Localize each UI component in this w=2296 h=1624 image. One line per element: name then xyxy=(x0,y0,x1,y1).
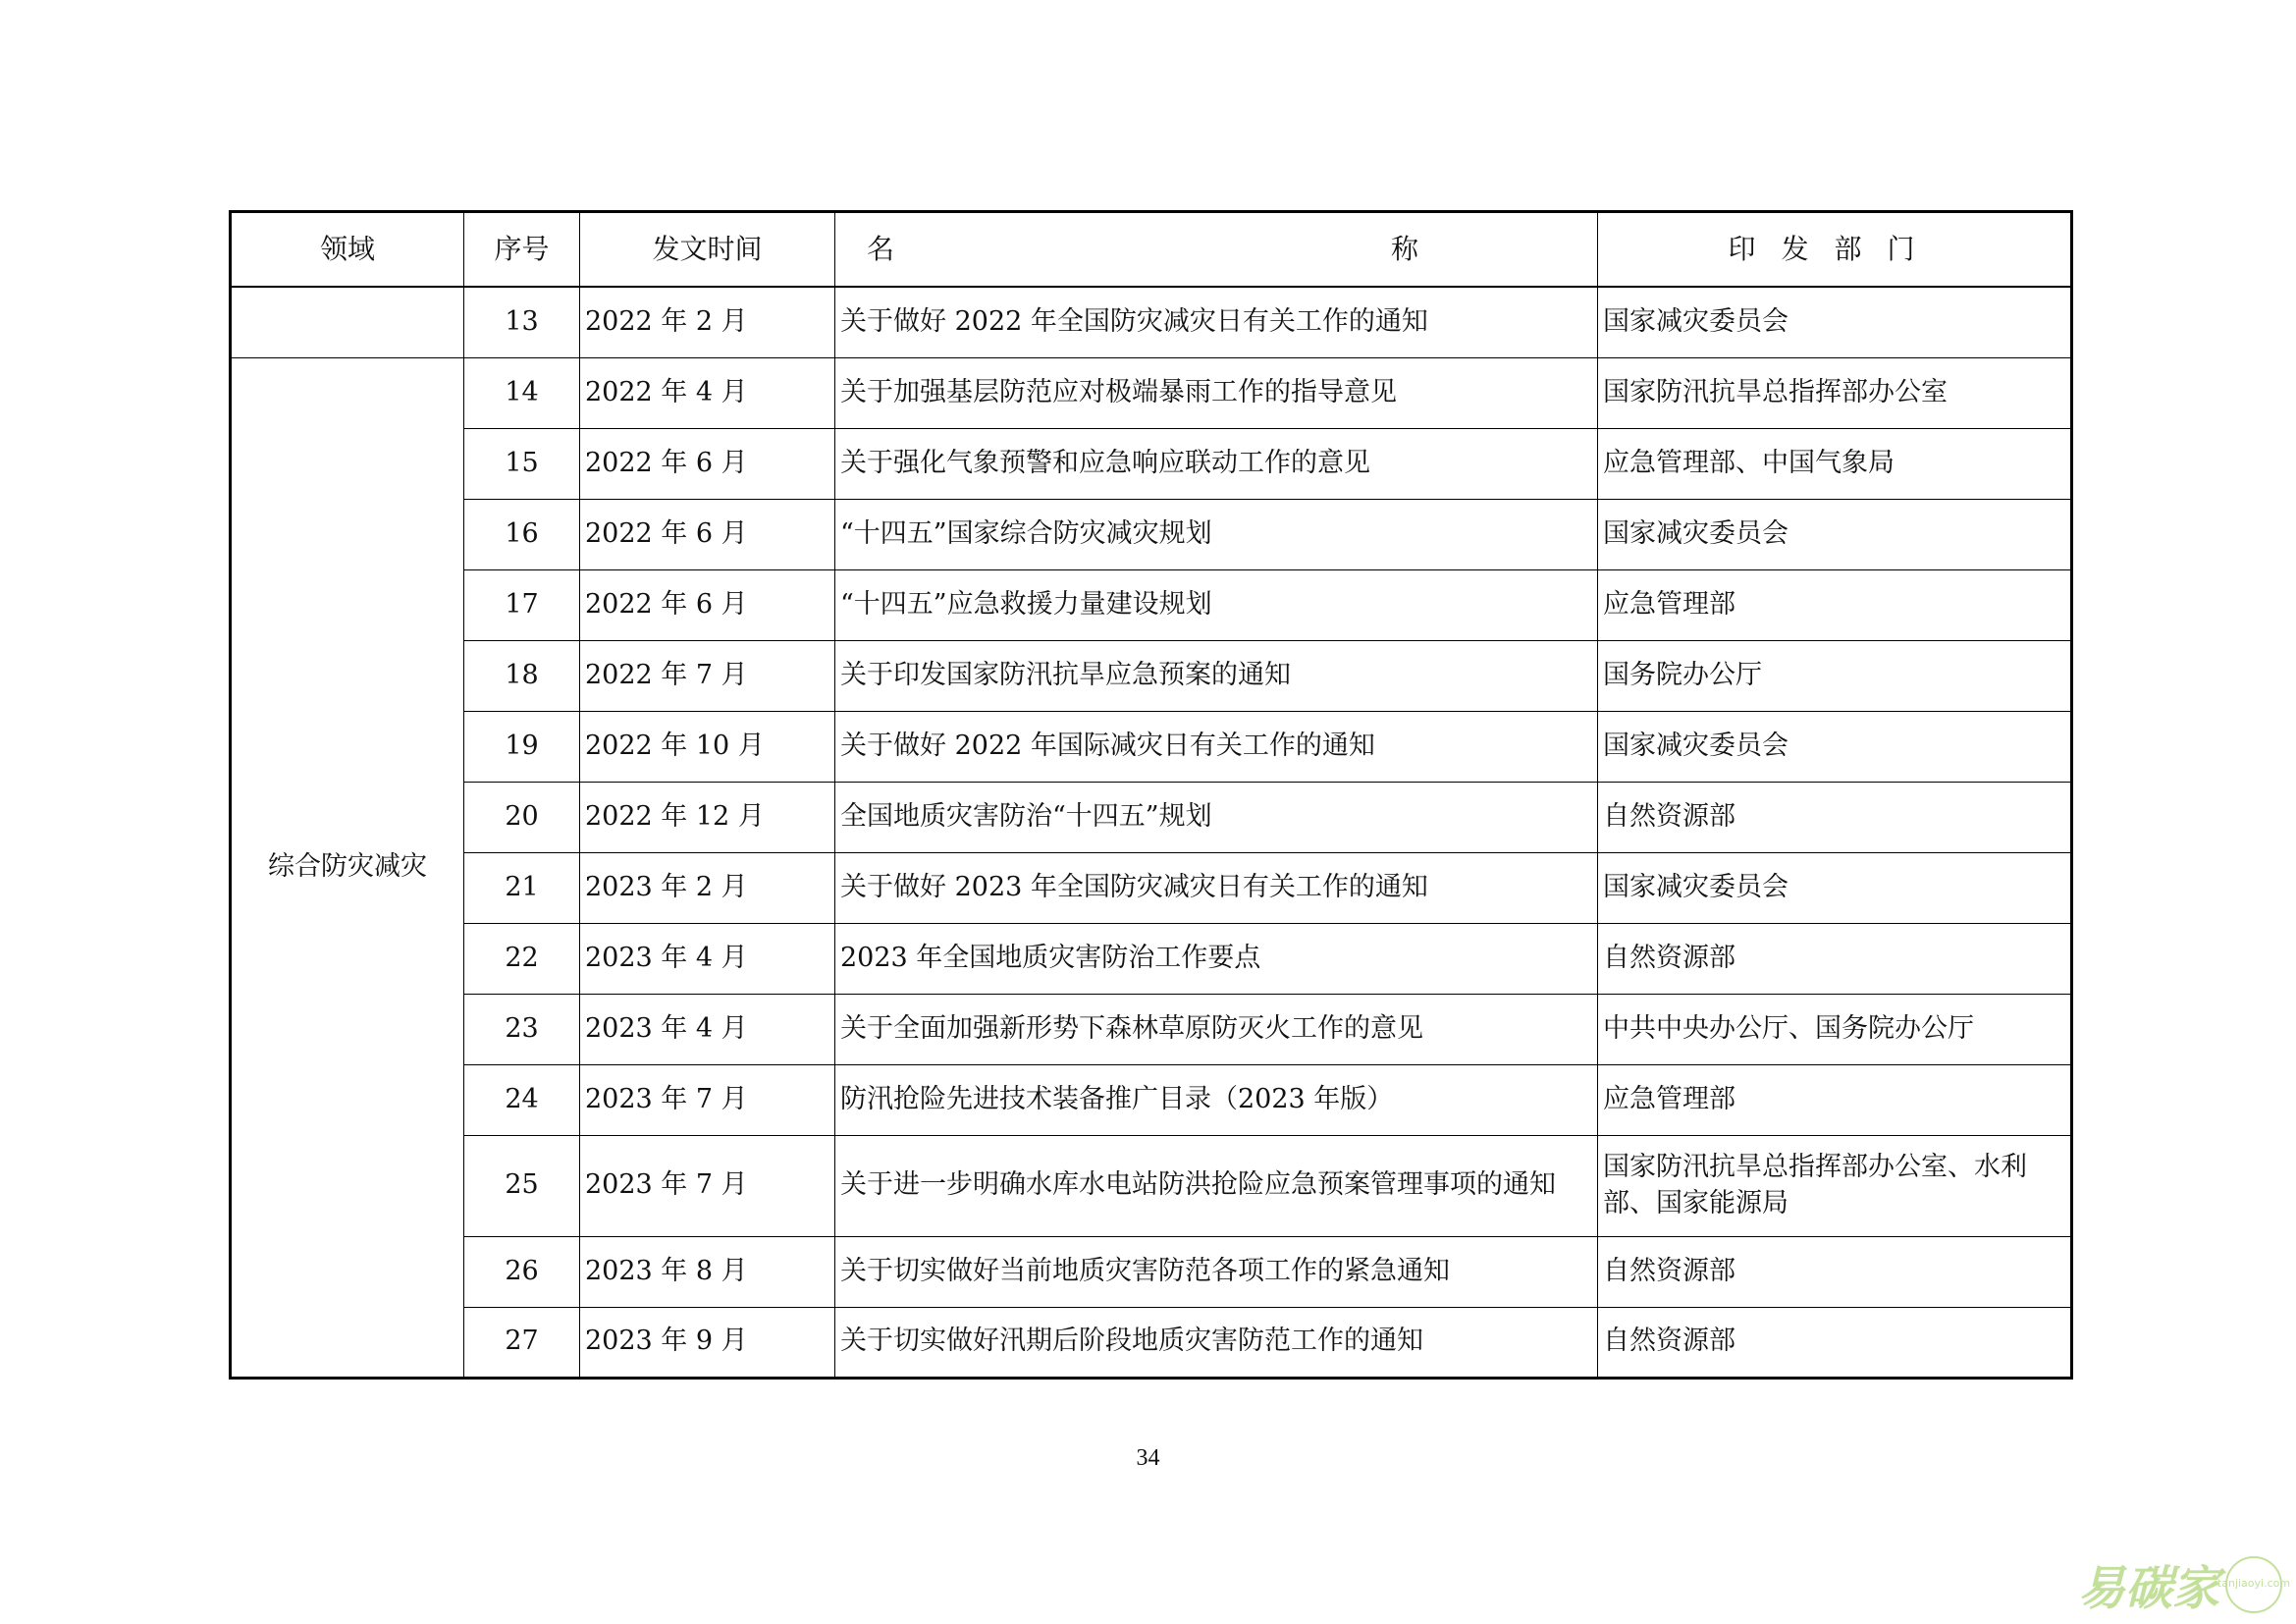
table-row xyxy=(231,1236,2072,1307)
row-date: 2022 年 6 月 xyxy=(580,428,835,499)
row-dept: 国家减灾委员会 xyxy=(1598,711,2072,782)
row-date: 2022 年 10 月 xyxy=(580,711,835,782)
table-row xyxy=(231,569,2072,640)
table-row xyxy=(231,357,2072,428)
row-date: 2023 年 7 月 xyxy=(580,1064,835,1135)
row-no: 24 xyxy=(464,1064,580,1135)
table-row xyxy=(231,1064,2072,1135)
row-date: 2023 年 4 月 xyxy=(580,923,835,994)
row-date: 2022 年 7 月 xyxy=(580,640,835,711)
row-dept: 应急管理部、中国气象局 xyxy=(1598,428,2072,499)
row-date: 2023 年 8 月 xyxy=(580,1236,835,1307)
table-row xyxy=(231,499,2072,569)
row-title: 关于做好 2023 年全国防灾减灾日有关工作的通知 xyxy=(835,852,1598,923)
row-no: 14 xyxy=(464,357,580,428)
row-no: 26 xyxy=(464,1236,580,1307)
row-title: 2023 年全国地质灾害防治工作要点 xyxy=(835,923,1598,994)
table-row xyxy=(231,1135,2072,1236)
header-domain: 领域 xyxy=(231,212,464,288)
domain-group-cell: 综合防灾减灾 xyxy=(231,357,464,1378)
row-title: “十四五”应急救援力量建设规划 xyxy=(835,569,1598,640)
table-row xyxy=(231,852,2072,923)
row-no: 22 xyxy=(464,923,580,994)
row-title: 关于进一步明确水库水电站防洪抢险应急预案管理事项的通知 xyxy=(835,1135,1598,1236)
row-no: 18 xyxy=(464,640,580,711)
row-no: 25 xyxy=(464,1135,580,1236)
row-dept: 国家减灾委员会 xyxy=(1598,852,2072,923)
row-no: 17 xyxy=(464,569,580,640)
table-row xyxy=(231,782,2072,852)
row-dept: 自然资源部 xyxy=(1598,923,2072,994)
row-no: 27 xyxy=(464,1307,580,1378)
row-dept: 自然资源部 xyxy=(1598,1307,2072,1378)
row-date: 2022 年 4 月 xyxy=(580,357,835,428)
table-row xyxy=(231,994,2072,1064)
row-dept: 应急管理部 xyxy=(1598,569,2072,640)
row-date: 2022 年 2 月 xyxy=(580,287,835,357)
row-dept: 国家防汛抗旱总指挥部办公室、水利部、国家能源局 xyxy=(1598,1135,2072,1236)
watermark-badge: tanjiaoyi.com xyxy=(2225,1556,2282,1613)
table-row xyxy=(231,1307,2072,1378)
row-date: 2023 年 9 月 xyxy=(580,1307,835,1378)
policy-table xyxy=(229,210,2073,1380)
row-dept: 国家减灾委员会 xyxy=(1598,499,2072,569)
row-no: 15 xyxy=(464,428,580,499)
row-title: 关于做好 2022 年国际减灾日有关工作的通知 xyxy=(835,711,1598,782)
table-row xyxy=(231,287,2072,357)
row-title: 防汛抢险先进技术装备推广目录（2023 年版） xyxy=(835,1064,1598,1135)
table-header-row xyxy=(231,212,2072,288)
table-row xyxy=(231,428,2072,499)
table-row xyxy=(231,923,2072,994)
header-title: 名 称 xyxy=(835,212,1598,288)
row-date: 2023 年 4 月 xyxy=(580,994,835,1064)
row-dept: 自然资源部 xyxy=(1598,782,2072,852)
header-date: 发文时间 xyxy=(580,212,835,288)
row-title: 关于加强基层防范应对极端暴雨工作的指导意见 xyxy=(835,357,1598,428)
row-title: 全国地质灾害防治“十四五”规划 xyxy=(835,782,1598,852)
row-title: 关于印发国家防汛抗旱应急预案的通知 xyxy=(835,640,1598,711)
row-no: 13 xyxy=(464,287,580,357)
row-title: 关于做好 2022 年全国防灾减灾日有关工作的通知 xyxy=(835,287,1598,357)
row-title: 关于切实做好汛期后阶段地质灾害防范工作的通知 xyxy=(835,1307,1598,1378)
row-no: 21 xyxy=(464,852,580,923)
header-dept: 印发部门 xyxy=(1598,212,2072,288)
row-dept: 国家减灾委员会 xyxy=(1598,287,2072,357)
row-title: 关于强化气象预警和应急响应联动工作的意见 xyxy=(835,428,1598,499)
domain-cell-empty xyxy=(231,287,464,357)
table-row xyxy=(231,711,2072,782)
header-no: 序号 xyxy=(464,212,580,288)
row-dept: 国务院办公厅 xyxy=(1598,640,2072,711)
row-dept: 自然资源部 xyxy=(1598,1236,2072,1307)
row-title: “十四五”国家综合防灾减灾规划 xyxy=(835,499,1598,569)
row-date: 2023 年 2 月 xyxy=(580,852,835,923)
table-row xyxy=(231,640,2072,711)
row-title: 关于全面加强新形势下森林草原防灭火工作的意见 xyxy=(835,994,1598,1064)
watermark-logo xyxy=(2077,1550,2291,1618)
row-dept: 国家防汛抗旱总指挥部办公室 xyxy=(1598,357,2072,428)
row-no: 23 xyxy=(464,994,580,1064)
row-date: 2022 年 6 月 xyxy=(580,499,835,569)
row-dept: 应急管理部 xyxy=(1598,1064,2072,1135)
row-date: 2022 年 12 月 xyxy=(580,782,835,852)
page-number: 34 xyxy=(1136,1445,1160,1471)
row-title: 关于切实做好当前地质灾害防范各项工作的紧急通知 xyxy=(835,1236,1598,1307)
watermark-text: 易碳家 xyxy=(2077,1561,2219,1616)
row-dept: 中共中央办公厅、国务院办公厅 xyxy=(1598,994,2072,1064)
row-no: 19 xyxy=(464,711,580,782)
row-no: 16 xyxy=(464,499,580,569)
row-no: 20 xyxy=(464,782,580,852)
row-date: 2022 年 6 月 xyxy=(580,569,835,640)
row-date: 2023 年 7 月 xyxy=(580,1135,835,1236)
